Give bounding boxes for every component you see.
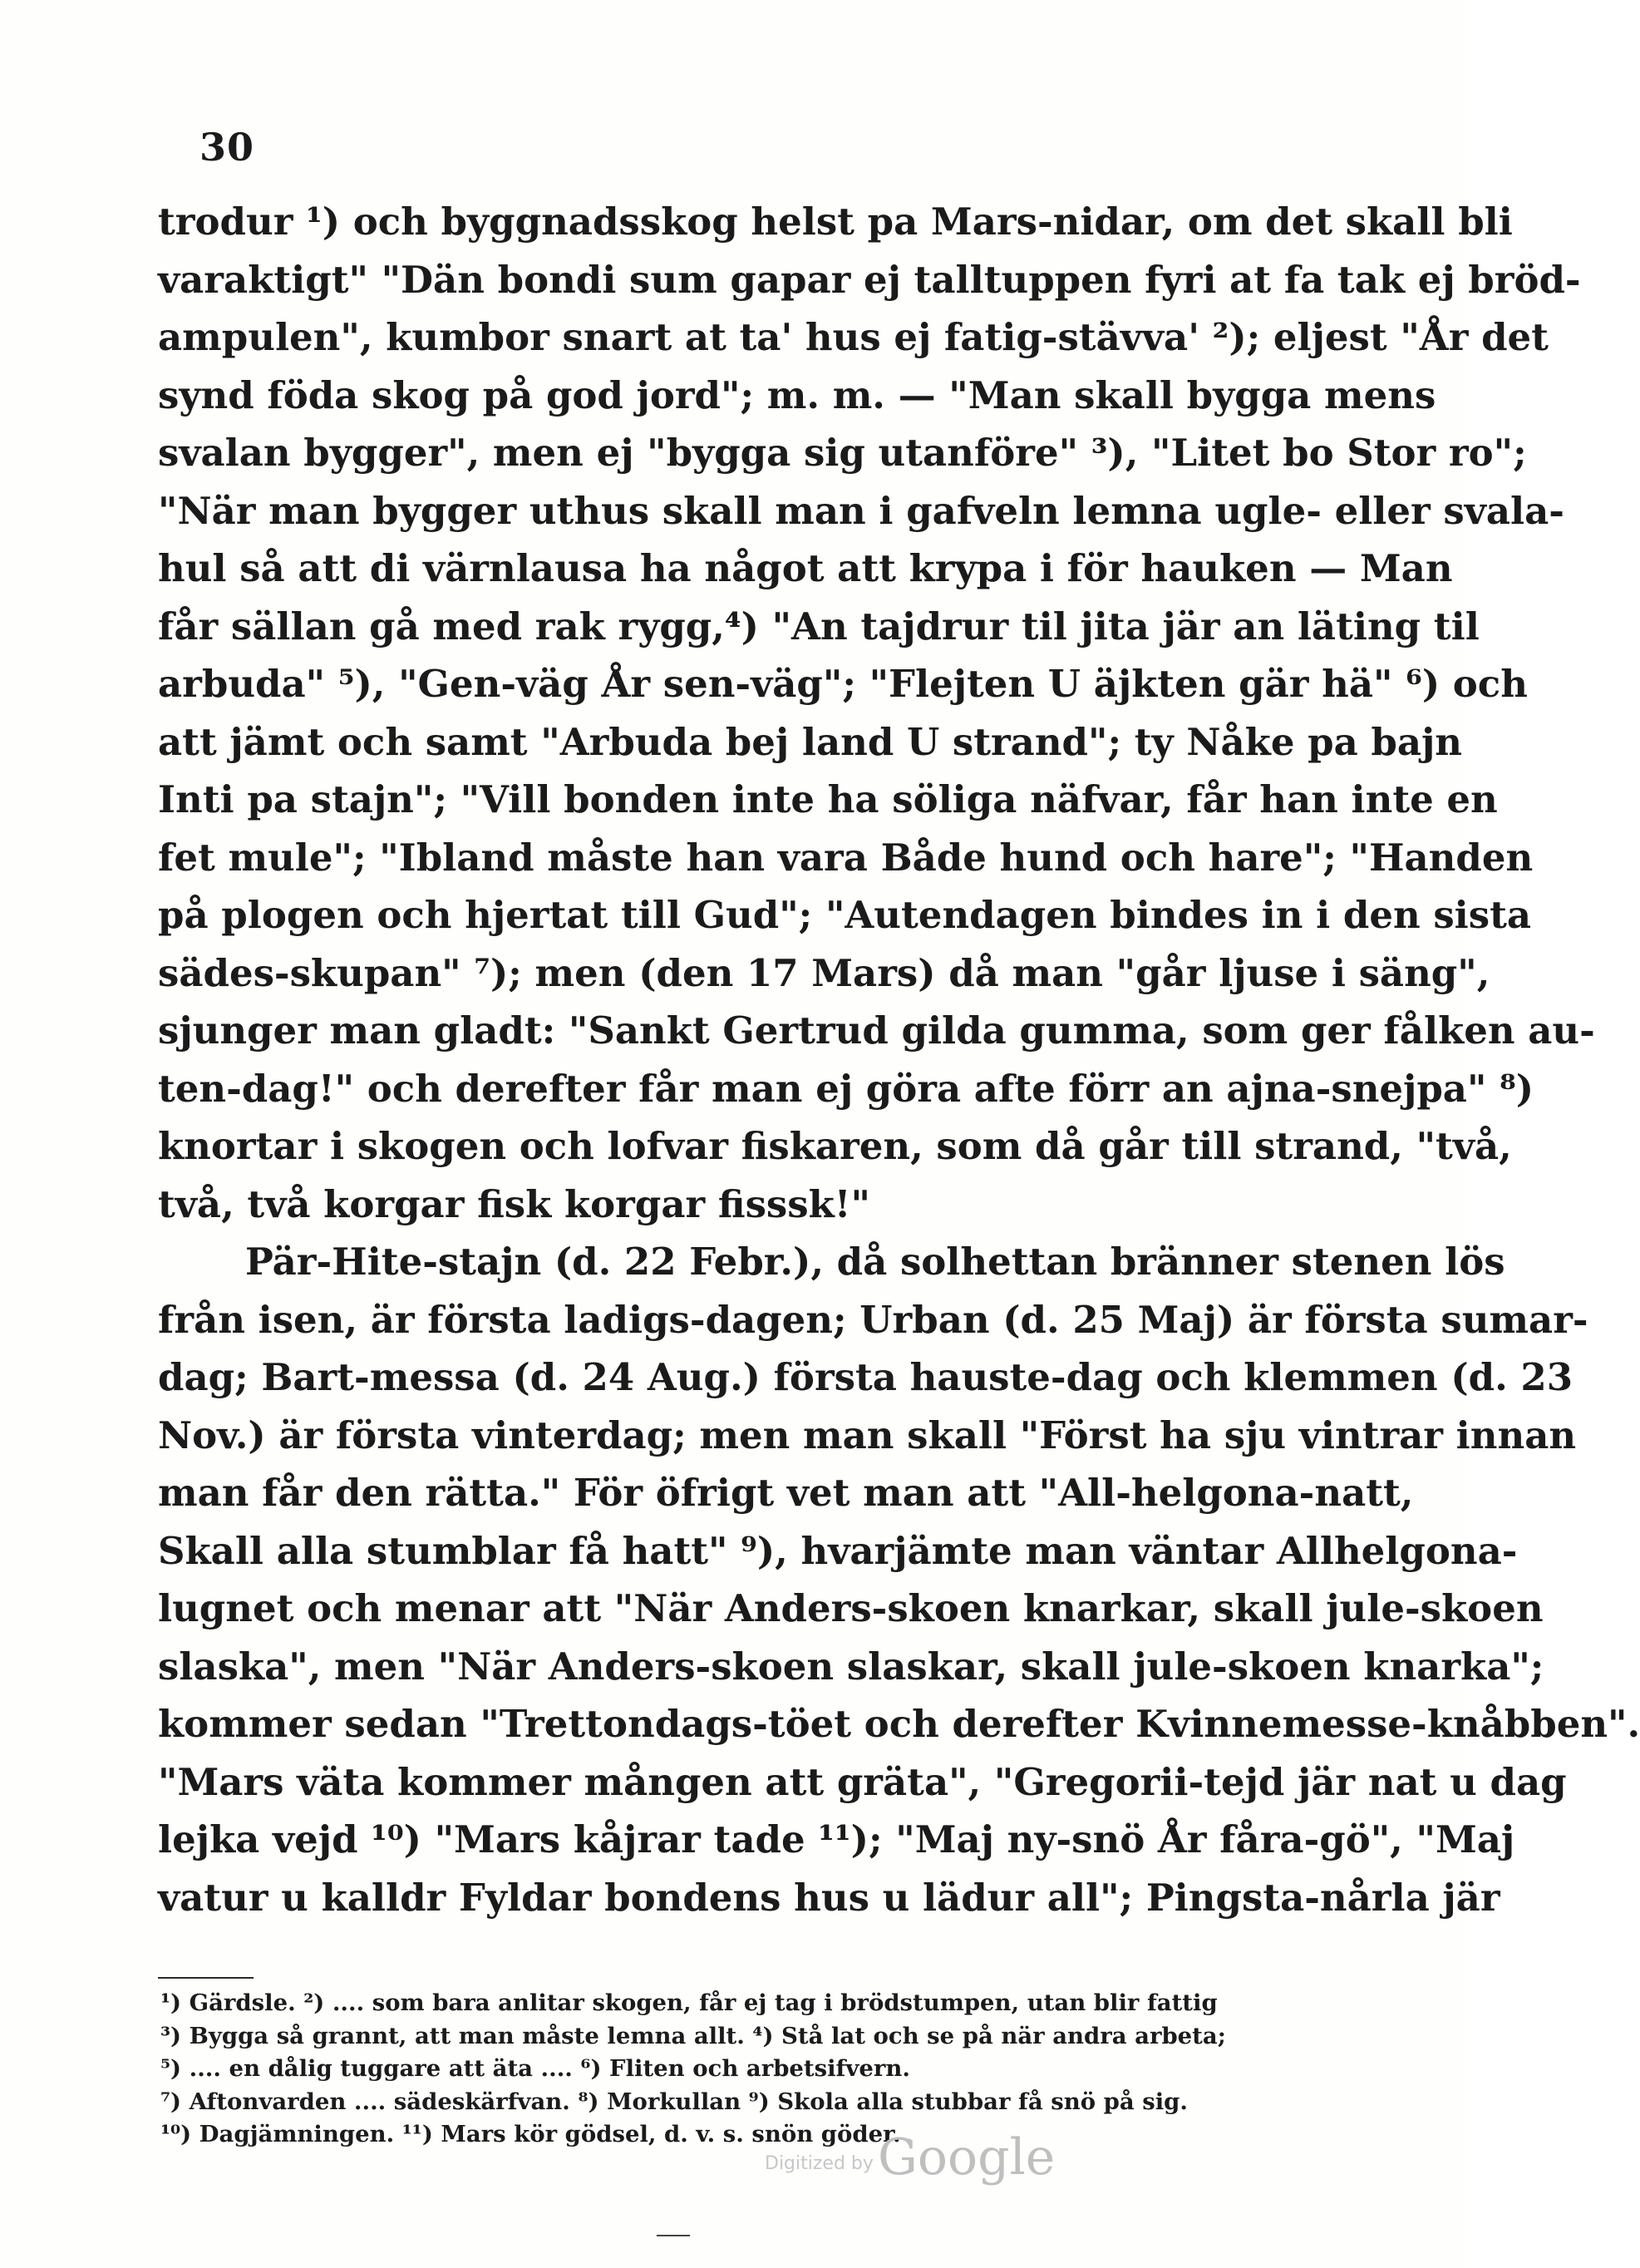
- footnote-divider: [158, 1977, 254, 1979]
- body-line: kommer sedan "Trettondags-töet och derefter Kvinnemesse-knåbben".: [158, 1702, 1640, 1746]
- body-text: [158, 193, 1640, 1926]
- footnotes: [160, 1987, 1341, 2152]
- body-line-paragraph-end: två, två korgar fisk korgar fisssk!": [158, 1181, 870, 1226]
- body-line: Skall alla stumblar få hatt" ⁹), hvarjämte man väntar Allhelgona-: [158, 1528, 1518, 1573]
- digitized-by-google-watermark: [765, 2128, 1064, 2187]
- body-line: svalan bygger", men ej "bygga sig utanföre" ³), "Litet bo Stor ro";: [158, 431, 1527, 475]
- body-line: man får den rätta." För öfrigt vet man att "All-helgona-natt,: [158, 1471, 1414, 1515]
- body-line: på plogen och hjertat till Gud"; "Autendagen bindes in i den sista: [158, 893, 1532, 937]
- body-line: "När man bygger uthus skall man i gafveln lemna ugle- eller svala-: [158, 488, 1564, 533]
- body-line: ampulen", kumbor snart at ta' hus ej fatig-stävva' ²); eljest "År det: [158, 315, 1549, 359]
- bottom-edge-mark: [657, 2235, 690, 2236]
- body-line: Nov.) är första vinterdag; men man skall "Först ha sju vintrar innan: [158, 1413, 1577, 1457]
- footnote-line: ¹) Gärdsle. ²) .... som bara anlitar skogen, får ej tag i brödstumpen, utan blir fattig: [160, 1989, 1218, 2016]
- body-line: arbuda" ⁵), "Gen-väg År sen-väg"; "Flejten U äjkten gär hä" ⁶) och: [158, 662, 1528, 706]
- body-line: synd föda skog på god jord"; m. m. — "Man skall bygga mens: [158, 372, 1436, 417]
- body-line: "Mars väta kommer mången att gräta", "Gregorii-tejd jär nat u dag: [158, 1759, 1567, 1804]
- google-logo: Google: [878, 2128, 1056, 2187]
- footnote-line: ⁷) Aftonvarden .... sädeskärfvan. ⁸) Morkullan ⁹) Skola alla stubbar få snö på sig.: [160, 2088, 1188, 2115]
- body-line: ten-dag!" och derefter får man ej göra afte förr an ajna-snejpa" ⁸): [158, 1066, 1534, 1111]
- body-line: får sällan gå med rak rygg,⁴) "An tajdrur til jita jär an läting til: [158, 604, 1480, 648]
- page-number: 30: [199, 125, 255, 170]
- body-line-paragraph-start: Pär-Hite-stajn (d. 22 Febr.), då solhettan bränner stenen lös: [245, 1240, 1505, 1284]
- body-line: lugnet och menar att "När Anders-skoen knarkar, skall jule-skoen: [158, 1586, 1544, 1630]
- body-line: Inti pa stajn"; "Vill bonden inte ha söliga näfvar, får han inte en: [158, 777, 1498, 821]
- body-line: att jämt och samt "Arbuda bej land U strand"; ty Nåke pa bajn: [158, 719, 1463, 764]
- body-line: dag; Bart-messa (d. 24 Aug.) första hauste-dag och klemmen (d. 23: [158, 1355, 1574, 1399]
- footnote-line: ⁵) .... en dålig tuggare att äta .... ⁶) Fliten och arbetsifvern.: [160, 2055, 910, 2082]
- body-line: sjunger man gladt: "Sankt Gertrud gilda gumma, som ger fålken au-: [158, 1008, 1595, 1053]
- body-line: varaktigt" "Dän bondi sum gapar ej talltuppen fyri at fa tak ej bröd-: [158, 257, 1581, 302]
- body-line: från isen, är första ladigs-dagen; Urban (d. 25 Maj) är första sumar-: [158, 1297, 1588, 1342]
- footnote-line: ³) Bygga så grannt, att man måste lemna allt. ⁴) Stå lat och se på när andra arbeta;: [160, 2022, 1226, 2049]
- footnote-line: ¹⁰) Dagjämningen. ¹¹) Mars kör gödsel, d. v. s. snön göder.: [160, 2121, 901, 2147]
- body-line: lejka vejd ¹⁰) "Mars kåjrar tade ¹¹); "Maj ny-snö År fåra-gö", "Maj: [158, 1817, 1515, 1861]
- body-line: fet mule"; "Ibland måste han vara Både hund och hare"; "Handen: [158, 835, 1534, 880]
- body-line: knortar i skogen och lofvar fiskaren, som då går till strand, "två,: [158, 1124, 1512, 1168]
- body-line: hul så att di värnlausa ha något att krypa i för hauken — Man: [158, 546, 1453, 590]
- body-line: vatur u kalldr Fyldar bondens hus u lädur all"; Pingsta-nårla jär: [158, 1875, 1500, 1920]
- body-line: trodur ¹) och byggnadsskog helst pa Mars-nidar, om det skall bli: [158, 200, 1513, 244]
- watermark-prefix: Digitized by: [765, 2153, 874, 2174]
- body-line: sädes-skupan" ⁷); men (den 17 Mars) då man "går ljuse i säng",: [158, 950, 1490, 995]
- body-line: slaska", men "När Anders-skoen slaskar, skall jule-skoen knarka";: [158, 1644, 1544, 1689]
